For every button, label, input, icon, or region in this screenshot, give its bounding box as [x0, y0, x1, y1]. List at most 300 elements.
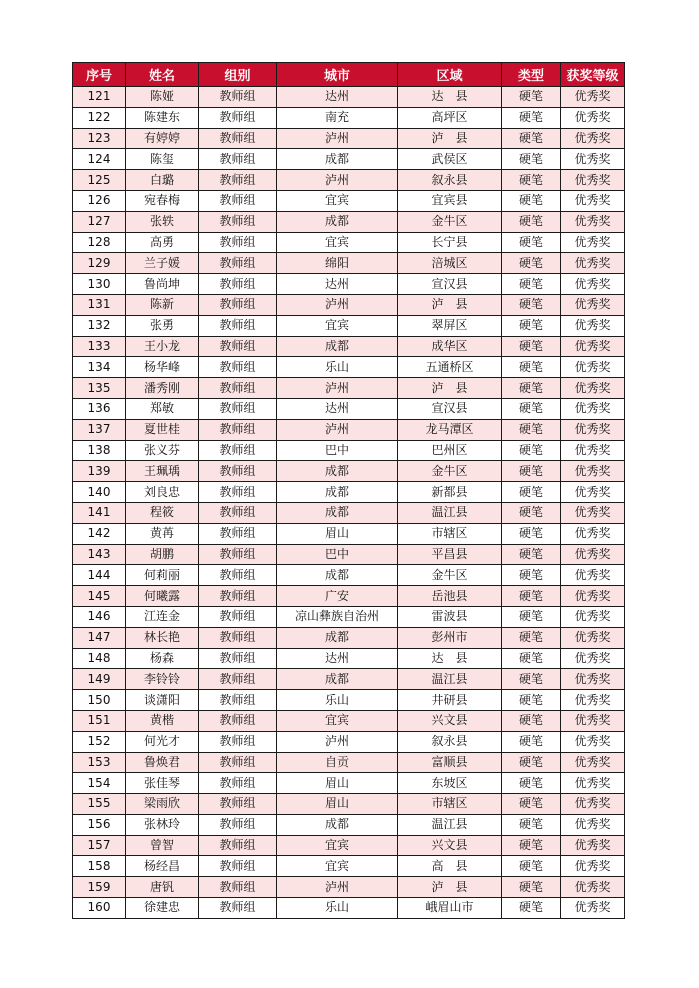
cell-col-award: 优秀奖	[561, 211, 625, 232]
cell-col-district: 市辖区	[398, 794, 502, 815]
cell-col-type: 硬笔	[502, 648, 561, 669]
table-row	[73, 170, 625, 191]
cell-col-index: 139	[73, 461, 126, 482]
cell-col-district: 泸 县	[398, 877, 502, 898]
cell-col-index: 140	[73, 482, 126, 503]
cell-col-group: 教师组	[199, 523, 277, 544]
cell-col-index: 121	[73, 87, 126, 108]
cell-col-type: 硬笔	[502, 482, 561, 503]
table-row	[73, 482, 625, 503]
cell-col-type: 硬笔	[502, 315, 561, 336]
cell-col-group: 教师组	[199, 731, 277, 752]
cell-col-name: 何莉丽	[126, 565, 199, 586]
cell-col-city: 达州	[277, 398, 398, 419]
cell-col-group: 教师组	[199, 107, 277, 128]
cell-col-name: 杨森	[126, 648, 199, 669]
cell-col-type: 硬笔	[502, 440, 561, 461]
cell-col-city: 乐山	[277, 690, 398, 711]
cell-col-district: 涪城区	[398, 253, 502, 274]
cell-col-name: 张勇	[126, 315, 199, 336]
cell-col-district: 泸 县	[398, 294, 502, 315]
cell-col-name: 陈建东	[126, 107, 199, 128]
cell-col-name: 白璐	[126, 170, 199, 191]
cell-col-city: 泸州	[277, 378, 398, 399]
cell-col-name: 徐建忠	[126, 898, 199, 919]
cell-col-district: 宣汉县	[398, 398, 502, 419]
cell-col-name: 张义芬	[126, 440, 199, 461]
table-row	[73, 378, 625, 399]
cell-col-award: 优秀奖	[561, 898, 625, 919]
cell-col-index: 122	[73, 107, 126, 128]
cell-col-award: 优秀奖	[561, 544, 625, 565]
cell-col-award: 优秀奖	[561, 315, 625, 336]
cell-col-city: 达州	[277, 87, 398, 108]
cell-col-type: 硬笔	[502, 627, 561, 648]
cell-col-city: 泸州	[277, 877, 398, 898]
cell-col-award: 优秀奖	[561, 794, 625, 815]
cell-col-index: 130	[73, 274, 126, 295]
cell-col-type: 硬笔	[502, 544, 561, 565]
cell-col-name: 郑敏	[126, 398, 199, 419]
cell-col-group: 教师组	[199, 794, 277, 815]
cell-col-name: 宛春梅	[126, 190, 199, 211]
cell-col-award: 优秀奖	[561, 710, 625, 731]
cell-col-award: 优秀奖	[561, 87, 625, 108]
cell-col-index: 135	[73, 378, 126, 399]
cell-col-district: 温江县	[398, 814, 502, 835]
cell-col-award: 优秀奖	[561, 606, 625, 627]
cell-col-district: 武侯区	[398, 149, 502, 170]
cell-col-name: 潘秀刚	[126, 378, 199, 399]
cell-col-district: 兴文县	[398, 710, 502, 731]
cell-col-type: 硬笔	[502, 898, 561, 919]
table-row	[73, 502, 625, 523]
table-row	[73, 752, 625, 773]
cell-col-type: 硬笔	[502, 211, 561, 232]
table-row	[73, 336, 625, 357]
cell-col-award: 优秀奖	[561, 149, 625, 170]
cell-col-name: 兰子媛	[126, 253, 199, 274]
cell-col-district: 岳池县	[398, 586, 502, 607]
cell-col-name: 陈新	[126, 294, 199, 315]
cell-col-group: 教师组	[199, 440, 277, 461]
cell-col-district: 新都县	[398, 482, 502, 503]
cell-col-group: 教师组	[199, 87, 277, 108]
cell-col-district: 金牛区	[398, 565, 502, 586]
cell-col-type: 硬笔	[502, 752, 561, 773]
cell-col-group: 教师组	[199, 170, 277, 191]
cell-col-name: 有婷婷	[126, 128, 199, 149]
table-row	[73, 710, 625, 731]
cell-col-award: 优秀奖	[561, 190, 625, 211]
cell-col-index: 131	[73, 294, 126, 315]
table-row	[73, 357, 625, 378]
cell-col-name: 杨华峰	[126, 357, 199, 378]
cell-col-city: 宜宾	[277, 315, 398, 336]
cell-col-award: 优秀奖	[561, 294, 625, 315]
cell-col-group: 教师组	[199, 128, 277, 149]
cell-col-index: 154	[73, 773, 126, 794]
cell-col-city: 成都	[277, 814, 398, 835]
cell-col-city: 成都	[277, 461, 398, 482]
cell-col-name: 谈潇阳	[126, 690, 199, 711]
cell-col-group: 教师组	[199, 710, 277, 731]
cell-col-district: 高 县	[398, 856, 502, 877]
table-row	[73, 440, 625, 461]
cell-col-group: 教师组	[199, 814, 277, 835]
cell-col-index: 159	[73, 877, 126, 898]
cell-col-award: 优秀奖	[561, 502, 625, 523]
table-row	[73, 232, 625, 253]
cell-col-group: 教师组	[199, 856, 277, 877]
cell-col-award: 优秀奖	[561, 752, 625, 773]
cell-col-award: 优秀奖	[561, 856, 625, 877]
cell-col-index: 152	[73, 731, 126, 752]
header-row	[73, 63, 625, 87]
cell-col-type: 硬笔	[502, 523, 561, 544]
table-row	[73, 398, 625, 419]
table-row	[73, 128, 625, 149]
cell-col-index: 136	[73, 398, 126, 419]
cell-col-name: 胡鹏	[126, 544, 199, 565]
table-row	[73, 773, 625, 794]
cell-col-city: 成都	[277, 149, 398, 170]
cell-col-city: 凉山彝族自治州	[277, 606, 398, 627]
cell-col-name: 陈玺	[126, 149, 199, 170]
cell-col-award: 优秀奖	[561, 232, 625, 253]
cell-col-name: 鲁焕君	[126, 752, 199, 773]
table-row	[73, 565, 625, 586]
cell-col-award: 优秀奖	[561, 731, 625, 752]
cell-col-group: 教师组	[199, 835, 277, 856]
cell-col-district: 井研县	[398, 690, 502, 711]
cell-col-district: 达 县	[398, 87, 502, 108]
cell-col-type: 硬笔	[502, 461, 561, 482]
cell-col-group: 教师组	[199, 877, 277, 898]
cell-col-type: 硬笔	[502, 253, 561, 274]
cell-col-name: 李铃铃	[126, 669, 199, 690]
cell-col-award: 优秀奖	[561, 336, 625, 357]
cell-col-district: 平昌县	[398, 544, 502, 565]
cell-col-index: 147	[73, 627, 126, 648]
cell-col-group: 教师组	[199, 190, 277, 211]
cell-col-group: 教师组	[199, 274, 277, 295]
cell-col-index: 146	[73, 606, 126, 627]
header-col-name: 姓名	[126, 63, 199, 87]
cell-col-type: 硬笔	[502, 690, 561, 711]
cell-col-name: 张林玲	[126, 814, 199, 835]
cell-col-group: 教师组	[199, 648, 277, 669]
cell-col-city: 泸州	[277, 419, 398, 440]
cell-col-type: 硬笔	[502, 149, 561, 170]
cell-col-index: 148	[73, 648, 126, 669]
table-row	[73, 856, 625, 877]
cell-col-index: 123	[73, 128, 126, 149]
cell-col-index: 137	[73, 419, 126, 440]
cell-col-award: 优秀奖	[561, 461, 625, 482]
cell-col-city: 广安	[277, 586, 398, 607]
cell-col-type: 硬笔	[502, 835, 561, 856]
cell-col-city: 自贡	[277, 752, 398, 773]
table-row	[73, 648, 625, 669]
cell-col-index: 142	[73, 523, 126, 544]
cell-col-award: 优秀奖	[561, 773, 625, 794]
cell-col-name: 何光才	[126, 731, 199, 752]
cell-col-district: 达 县	[398, 648, 502, 669]
cell-col-index: 153	[73, 752, 126, 773]
cell-col-award: 优秀奖	[561, 107, 625, 128]
table-row	[73, 523, 625, 544]
cell-col-type: 硬笔	[502, 814, 561, 835]
cell-col-award: 优秀奖	[561, 419, 625, 440]
cell-col-city: 成都	[277, 502, 398, 523]
table-row	[73, 253, 625, 274]
header-col-district: 区域	[398, 63, 502, 87]
cell-col-type: 硬笔	[502, 87, 561, 108]
cell-col-name: 唐钒	[126, 877, 199, 898]
cell-col-city: 巴中	[277, 440, 398, 461]
cell-col-index: 158	[73, 856, 126, 877]
table-row	[73, 627, 625, 648]
cell-col-award: 优秀奖	[561, 690, 625, 711]
cell-col-group: 教师组	[199, 606, 277, 627]
cell-col-index: 157	[73, 835, 126, 856]
cell-col-group: 教师组	[199, 294, 277, 315]
cell-col-district: 金牛区	[398, 461, 502, 482]
cell-col-group: 教师组	[199, 669, 277, 690]
cell-col-group: 教师组	[199, 378, 277, 399]
table-row	[73, 877, 625, 898]
cell-col-district: 温江县	[398, 669, 502, 690]
cell-col-city: 眉山	[277, 773, 398, 794]
cell-col-city: 达州	[277, 274, 398, 295]
cell-col-type: 硬笔	[502, 669, 561, 690]
cell-col-city: 成都	[277, 565, 398, 586]
cell-col-district: 宣汉县	[398, 274, 502, 295]
cell-col-award: 优秀奖	[561, 253, 625, 274]
cell-col-group: 教师组	[199, 482, 277, 503]
cell-col-city: 宜宾	[277, 710, 398, 731]
cell-col-name: 张佳琴	[126, 773, 199, 794]
cell-col-index: 160	[73, 898, 126, 919]
cell-col-name: 刘良忠	[126, 482, 199, 503]
table-row	[73, 898, 625, 919]
table-row	[73, 149, 625, 170]
cell-col-index: 145	[73, 586, 126, 607]
table-row	[73, 315, 625, 336]
table-row	[73, 461, 625, 482]
cell-col-type: 硬笔	[502, 502, 561, 523]
cell-col-index: 138	[73, 440, 126, 461]
table-row	[73, 835, 625, 856]
cell-col-group: 教师组	[199, 773, 277, 794]
cell-col-city: 南充	[277, 107, 398, 128]
cell-col-group: 教师组	[199, 690, 277, 711]
cell-col-city: 泸州	[277, 128, 398, 149]
cell-col-type: 硬笔	[502, 232, 561, 253]
cell-col-name: 鲁尚坤	[126, 274, 199, 295]
cell-col-index: 143	[73, 544, 126, 565]
header-col-award: 获奖等级	[561, 63, 625, 87]
table-row	[73, 419, 625, 440]
cell-col-city: 巴中	[277, 544, 398, 565]
cell-col-index: 150	[73, 690, 126, 711]
cell-col-district: 雷波县	[398, 606, 502, 627]
cell-col-city: 成都	[277, 336, 398, 357]
cell-col-group: 教师组	[199, 544, 277, 565]
cell-col-city: 泸州	[277, 170, 398, 191]
cell-col-index: 132	[73, 315, 126, 336]
cell-col-city: 眉山	[277, 794, 398, 815]
cell-col-award: 优秀奖	[561, 648, 625, 669]
cell-col-index: 127	[73, 211, 126, 232]
cell-col-index: 156	[73, 814, 126, 835]
cell-col-group: 教师组	[199, 627, 277, 648]
cell-col-award: 优秀奖	[561, 128, 625, 149]
cell-col-group: 教师组	[199, 253, 277, 274]
cell-col-district: 富顺县	[398, 752, 502, 773]
table-row	[73, 814, 625, 835]
table-row	[73, 87, 625, 108]
cell-col-district: 长宁县	[398, 232, 502, 253]
cell-col-city: 眉山	[277, 523, 398, 544]
cell-col-district: 市辖区	[398, 523, 502, 544]
cell-col-district: 温江县	[398, 502, 502, 523]
header-col-group: 组别	[199, 63, 277, 87]
cell-col-district: 高坪区	[398, 107, 502, 128]
header-col-index: 序号	[73, 63, 126, 87]
cell-col-city: 成都	[277, 669, 398, 690]
cell-col-district: 叙永县	[398, 731, 502, 752]
cell-col-name: 高勇	[126, 232, 199, 253]
cell-col-name: 梁雨欣	[126, 794, 199, 815]
cell-col-type: 硬笔	[502, 794, 561, 815]
cell-col-district: 泸 县	[398, 378, 502, 399]
cell-col-group: 教师组	[199, 565, 277, 586]
cell-col-type: 硬笔	[502, 378, 561, 399]
cell-col-index: 133	[73, 336, 126, 357]
cell-col-type: 硬笔	[502, 773, 561, 794]
cell-col-award: 优秀奖	[561, 357, 625, 378]
cell-col-district: 巴州区	[398, 440, 502, 461]
header-col-type: 类型	[502, 63, 561, 87]
cell-col-index: 141	[73, 502, 126, 523]
cell-col-type: 硬笔	[502, 170, 561, 191]
cell-col-award: 优秀奖	[561, 440, 625, 461]
cell-col-group: 教师组	[199, 502, 277, 523]
cell-col-type: 硬笔	[502, 565, 561, 586]
cell-col-district: 五通桥区	[398, 357, 502, 378]
cell-col-city: 绵阳	[277, 253, 398, 274]
cell-col-index: 126	[73, 190, 126, 211]
cell-col-type: 硬笔	[502, 710, 561, 731]
cell-col-index: 124	[73, 149, 126, 170]
table-row	[73, 294, 625, 315]
table-row	[73, 794, 625, 815]
cell-col-group: 教师组	[199, 336, 277, 357]
cell-col-city: 宜宾	[277, 856, 398, 877]
table-row	[73, 586, 625, 607]
cell-col-index: 149	[73, 669, 126, 690]
cell-col-name: 夏世桂	[126, 419, 199, 440]
award-table	[72, 62, 625, 919]
cell-col-city: 达州	[277, 648, 398, 669]
cell-col-award: 优秀奖	[561, 565, 625, 586]
cell-col-district: 成华区	[398, 336, 502, 357]
cell-col-city: 泸州	[277, 731, 398, 752]
table-row	[73, 731, 625, 752]
cell-col-type: 硬笔	[502, 128, 561, 149]
cell-col-award: 优秀奖	[561, 877, 625, 898]
cell-col-name: 何曦露	[126, 586, 199, 607]
cell-col-city: 泸州	[277, 294, 398, 315]
cell-col-type: 硬笔	[502, 294, 561, 315]
cell-col-type: 硬笔	[502, 357, 561, 378]
cell-col-index: 151	[73, 710, 126, 731]
cell-col-type: 硬笔	[502, 606, 561, 627]
cell-col-index: 129	[73, 253, 126, 274]
cell-col-city: 成都	[277, 627, 398, 648]
cell-col-name: 张轶	[126, 211, 199, 232]
table-row	[73, 211, 625, 232]
cell-col-group: 教师组	[199, 461, 277, 482]
cell-col-group: 教师组	[199, 419, 277, 440]
cell-col-name: 程筱	[126, 502, 199, 523]
table-row	[73, 669, 625, 690]
cell-col-district: 宜宾县	[398, 190, 502, 211]
cell-col-index: 144	[73, 565, 126, 586]
cell-col-district: 翠屏区	[398, 315, 502, 336]
cell-col-city: 成都	[277, 482, 398, 503]
cell-col-group: 教师组	[199, 315, 277, 336]
cell-col-index: 155	[73, 794, 126, 815]
cell-col-award: 优秀奖	[561, 274, 625, 295]
cell-col-index: 134	[73, 357, 126, 378]
cell-col-name: 王珮瑀	[126, 461, 199, 482]
cell-col-type: 硬笔	[502, 107, 561, 128]
cell-col-group: 教师组	[199, 357, 277, 378]
cell-col-type: 硬笔	[502, 419, 561, 440]
cell-col-award: 优秀奖	[561, 482, 625, 503]
table-body	[73, 87, 625, 919]
cell-col-award: 优秀奖	[561, 378, 625, 399]
cell-col-type: 硬笔	[502, 856, 561, 877]
table-row	[73, 107, 625, 128]
cell-col-type: 硬笔	[502, 336, 561, 357]
cell-col-award: 优秀奖	[561, 627, 625, 648]
cell-col-district: 彭州市	[398, 627, 502, 648]
cell-col-district: 兴文县	[398, 835, 502, 856]
cell-col-name: 陈娅	[126, 87, 199, 108]
cell-col-group: 教师组	[199, 398, 277, 419]
cell-col-district: 泸 县	[398, 128, 502, 149]
cell-col-name: 王小龙	[126, 336, 199, 357]
cell-col-group: 教师组	[199, 752, 277, 773]
header-col-city: 城市	[277, 63, 398, 87]
table-row	[73, 274, 625, 295]
cell-col-city: 宜宾	[277, 190, 398, 211]
cell-col-type: 硬笔	[502, 274, 561, 295]
cell-col-group: 教师组	[199, 586, 277, 607]
cell-col-name: 黄楷	[126, 710, 199, 731]
cell-col-award: 优秀奖	[561, 523, 625, 544]
cell-col-type: 硬笔	[502, 190, 561, 211]
cell-col-type: 硬笔	[502, 398, 561, 419]
cell-col-district: 金牛区	[398, 211, 502, 232]
cell-col-award: 优秀奖	[561, 170, 625, 191]
cell-col-group: 教师组	[199, 149, 277, 170]
cell-col-award: 优秀奖	[561, 814, 625, 835]
